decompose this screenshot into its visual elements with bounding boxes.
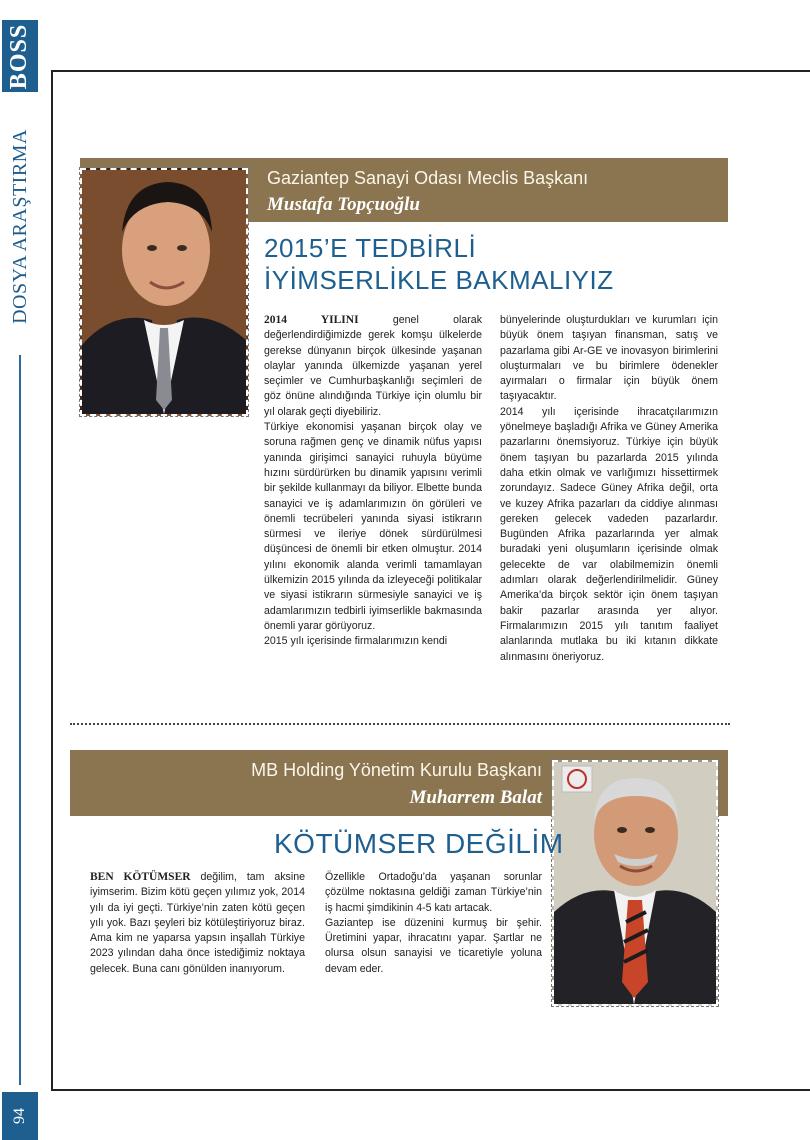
article1-paragraph: 2014 yılı içerisinde ihracatçılarımızın yönelmeye başladığı Afrika ve Güney Amerika pazarlarını önemsiyoruz. Türkiye için büyük önem taşıyan bu pazarlarda 2015 yılında daha etkin olmak ve varlığımızı hissettirmek zorundayız. Sadece Güney Afrika değil, orta ve kuzey Afrika pazarları da ciddiye alınması gereken gelecek vadeden pazarlardır. Bugünden Afrika pazarlarında yer almak buradaki yeni oluşumların içerisinde olmak gelecekte de var olabilmemizin önemli adımları olarak değerlendirilmelidir. Güney Amerika’da birçok sektör için önem taşıyan bakir pazarlar arasında yer alıyor. Firmalarımızın 2015 yılı tanıtım faaliyet alanlarında mutlaka bu iki kıtanın dikkate alınmasını öneriyoruz.: [500, 405, 718, 663]
article2-name: Muharrem Balat: [409, 787, 542, 808]
article2-role: MB Holding Yönetim Kurulu Başkanı: [251, 760, 542, 780]
page-number: 94: [11, 1108, 28, 1124]
article2-column1: [90, 870, 305, 977]
section-title: [0, 96, 40, 356]
article1-column1: [264, 313, 482, 650]
article1-paragraph: bünyelerinde oluşturdukları ve kurumları için büyük önem taşıyan finansman, satış ve pazarlama gibi Ar-GE ve inovasyon birimlerini oluşturmaları ve bu birimlere ödenekler ayırmaları o firmalar için büyük önem taşıyacaktır.: [500, 314, 718, 403]
article2-paragraph-text: değilim, tam aksine iyimserim. Bizim kötü geçen yılımız yok, 2014 yılı da iyi geçti. Türkiye’nin zaten kötü geçen yılı yok. Bazı şeyleri biz kötüleştiriyoruz biraz. Ama kim ne yaparsa yapsın inşallah Türkiye 2023 yılından daha önce istediğimiz noktaya gelecek. Buna canı gönülden inanıyorum.: [90, 871, 305, 975]
article2-lead: BEN KÖTÜMSER: [90, 871, 191, 883]
article1-name: Mustafa Topçuoğlu: [267, 194, 420, 215]
portrait-illustration: [82, 170, 246, 414]
portrait-illustration: [554, 762, 716, 1004]
section-divider: [70, 723, 730, 725]
article1-portrait-photo: [80, 168, 248, 416]
article1-paragraph: 2015 yılı içerisinde firmalarımızın kendi: [264, 635, 448, 648]
article2-paragraph: [90, 870, 305, 977]
article1-headline-line2: İYİMSERLİKLE BAKMALIYIZ: [264, 265, 614, 295]
brand-tab: [2, 20, 38, 92]
page-number-tab: [2, 1092, 38, 1140]
article1-lead: 2014 YILINI: [264, 314, 359, 326]
article2-paragraph: Gaziantep ise düzenini kurmuş bir şehir. Üretimini yapar, ihracatını yapar. Şartlar ne olursa olsun sanayisi ve ticaretiyle yoluna devam eder.: [325, 916, 542, 975]
article2-paragraph: Özellikle Ortadoğu’da yaşanan sorunlar çözülme noktasına geldiği zaman Türkiye’nin iş hacmi şimdikinin 4-5 katı artacak.: [325, 871, 542, 914]
article1-paragraph: [264, 313, 482, 420]
article1-paragraph-text: genel olarak değerlendirdiğimizde gerek komşu ülkelerde gerekse dünyanın birçok ülkesinde yaşanan olaylar yanında ülkemizde yaşanan yerel seçimler ve Cumhurbaşkanlığı seçimleri de göz önüne alındığında Türkiye için olumlu bir yıl olarak geçti diyebiliriz.: [264, 314, 482, 418]
section-label: DOSYA ARAŞTIRMA: [8, 128, 31, 324]
sidebar: [0, 0, 40, 1140]
article2-portrait-photo: [552, 760, 718, 1006]
article1-headline: [264, 232, 614, 296]
article2-column2: [325, 870, 542, 977]
article1-column2: [500, 313, 718, 665]
article1-paragraph: Türkiye ekonomisi yaşanan birçok olay ve soruna rağmen genç ve dinamik nüfus yapısı yanında girişimci sanayici ruhuyla büyüme hızını sürdürürken bu dinamik yapısını verimli bir şekilde kullanmayı da biliyor. Elbette bunda sanayici ve iş adamlarımızın ön görüleri ve önemli tecrübeleri yanında siyasi istikrarın sürmesi ve ileriye dönek sürdürülmesi düşüncesi de önemli bir etken olmuştur. 2014 yılını ekonomik alanda verimli tamamlayan ülkemizin 2015 yılında da izleyeceği politikalar ve siyasi istikrarın sürmesiyle sanayici ve iş adamlarımızın tedbirli iyimserlikle bakmasında önemli yarar görüyoruz.: [264, 421, 482, 632]
article2-headline: KÖTÜMSER DEĞİLİM: [274, 828, 564, 859]
sidebar-rule: [19, 355, 21, 1085]
brand-label: BOSS: [6, 23, 33, 89]
article1-headline-line1: 2015’E TEDBİRLİ: [264, 233, 477, 263]
article1-role: Gaziantep Sanayi Odası Meclis Başkanı: [267, 168, 589, 188]
